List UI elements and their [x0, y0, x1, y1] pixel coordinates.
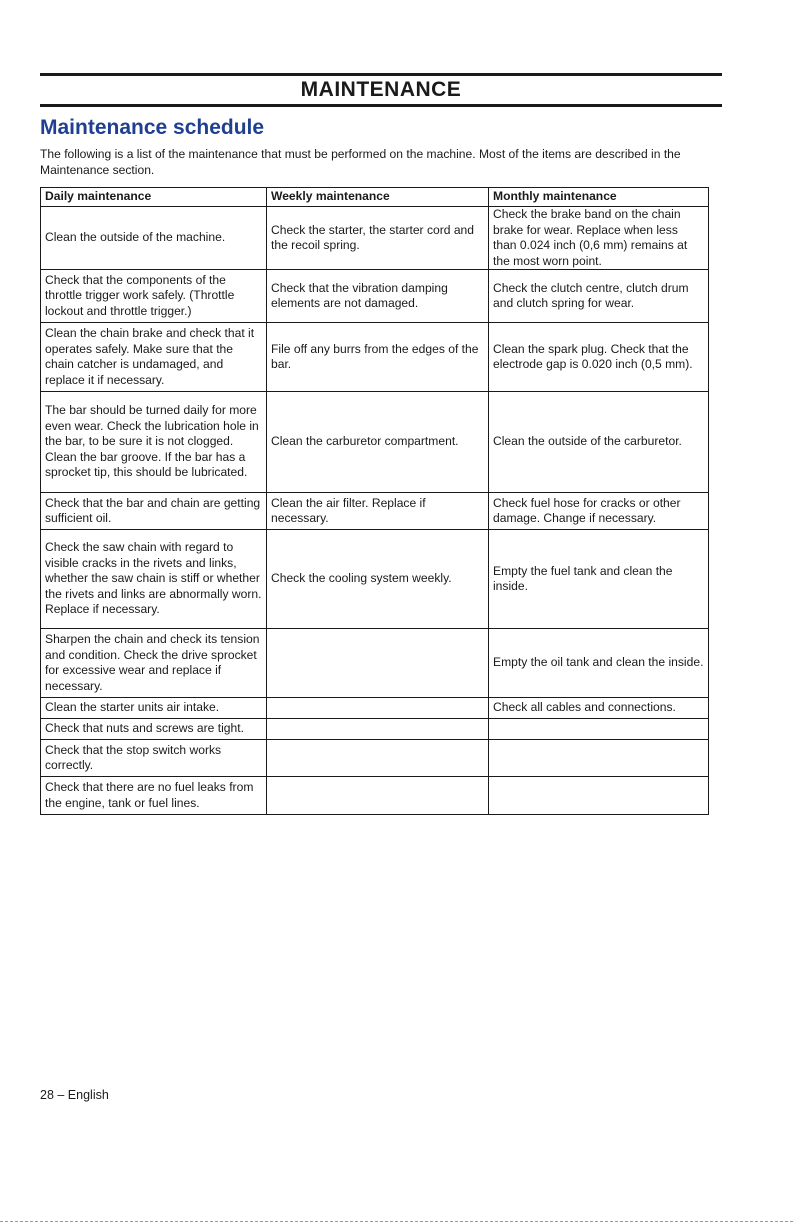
monthly-task: [489, 740, 709, 777]
weekly-task: Clean the carburetor compartment.: [267, 392, 489, 493]
column-header-monthly: Monthly maintenance: [489, 188, 709, 207]
scan-edge-line: [0, 1221, 793, 1222]
table-row: [41, 777, 709, 815]
monthly-task: Clean the outside of the carburetor.: [489, 392, 709, 493]
header-rule-bottom: [40, 104, 722, 107]
weekly-task: Check the cooling system weekly.: [267, 530, 489, 629]
weekly-task: File off any burrs from the edges of the bar.: [267, 323, 489, 392]
daily-task: Check that the bar and chain are getting sufficient oil.: [41, 493, 267, 530]
daily-task: Check that nuts and screws are tight.: [41, 719, 267, 740]
table-row: [41, 323, 709, 392]
weekly-task: Clean the air filter. Replace if necessary.: [267, 493, 489, 530]
weekly-task: [267, 777, 489, 815]
table-row: [41, 698, 709, 719]
monthly-task: [489, 719, 709, 740]
daily-task: Clean the outside of the machine.: [41, 207, 267, 270]
daily-task: Sharpen the chain and check its tension and condition. Check the drive sprocket for excessive wear and replace if necessary.: [41, 629, 267, 698]
monthly-task: Empty the fuel tank and clean the inside.: [489, 530, 709, 629]
daily-task: Check that there are no fuel leaks from the engine, tank or fuel lines.: [41, 777, 267, 815]
table-row: [41, 629, 709, 698]
weekly-task: [267, 698, 489, 719]
weekly-task: Check the starter, the starter cord and the recoil spring.: [267, 207, 489, 270]
table-row: [41, 392, 709, 493]
monthly-task: Empty the oil tank and clean the inside.: [489, 629, 709, 698]
page-footer: 28 – English: [40, 1088, 109, 1102]
table-row: [41, 270, 709, 323]
section-heading: MAINTENANCE: [300, 78, 462, 101]
daily-task: Check that the stop switch works correctly.: [41, 740, 267, 777]
column-header-weekly: Weekly maintenance: [267, 188, 489, 207]
table-row: [41, 530, 709, 629]
daily-task: Clean the chain brake and check that it operates safely. Make sure that the chain catcher is undamaged, and replace it if necessary.: [41, 323, 267, 392]
header-rule-top: [40, 73, 722, 76]
table-row: [41, 740, 709, 777]
monthly-task: [489, 777, 709, 815]
monthly-task: Check the brake band on the chain brake for wear. Replace when less than 0.024 inch (0,6 mm) remains at the most worn point.: [489, 207, 709, 270]
daily-task: Check that the components of the throttle trigger work safely. (Throttle lockout and throttle trigger.): [41, 270, 267, 323]
table-row: [41, 207, 709, 270]
monthly-task: Check all cables and connections.: [489, 698, 709, 719]
weekly-task: [267, 740, 489, 777]
page-title: Maintenance schedule: [40, 116, 265, 139]
daily-task: The bar should be turned daily for more even wear. Check the lubrication hole in the bar, to be sure it is not clogged. Clean the bar groove. If the bar has a sprocket tip, this should be lubricated.: [41, 392, 267, 493]
weekly-task: [267, 719, 489, 740]
daily-task: Clean the starter units air intake.: [41, 698, 267, 719]
table-row: [41, 719, 709, 740]
daily-task: Check the saw chain with regard to visible cracks in the rivets and links, whether the saw chain is stiff or whether the rivets and links are abnormally worn. Replace if necessary.: [41, 530, 267, 629]
column-header-daily: Daily maintenance: [41, 188, 267, 207]
monthly-task: Clean the spark plug. Check that the electrode gap is 0.020 inch (0,5 mm).: [489, 323, 709, 392]
maintenance-schedule-table: [40, 187, 709, 815]
weekly-task: Check that the vibration damping elements are not damaged.: [267, 270, 489, 323]
intro-paragraph: The following is a list of the maintenance that must be performed on the machine. Most of the items are described in the Maintenance section.: [40, 147, 681, 177]
weekly-task: [267, 629, 489, 698]
table-header-row: [41, 188, 709, 207]
monthly-task: Check the clutch centre, clutch drum and clutch spring for wear.: [489, 270, 709, 323]
table-row: [41, 493, 709, 530]
monthly-task: Check fuel hose for cracks or other damage. Change if necessary.: [489, 493, 709, 530]
